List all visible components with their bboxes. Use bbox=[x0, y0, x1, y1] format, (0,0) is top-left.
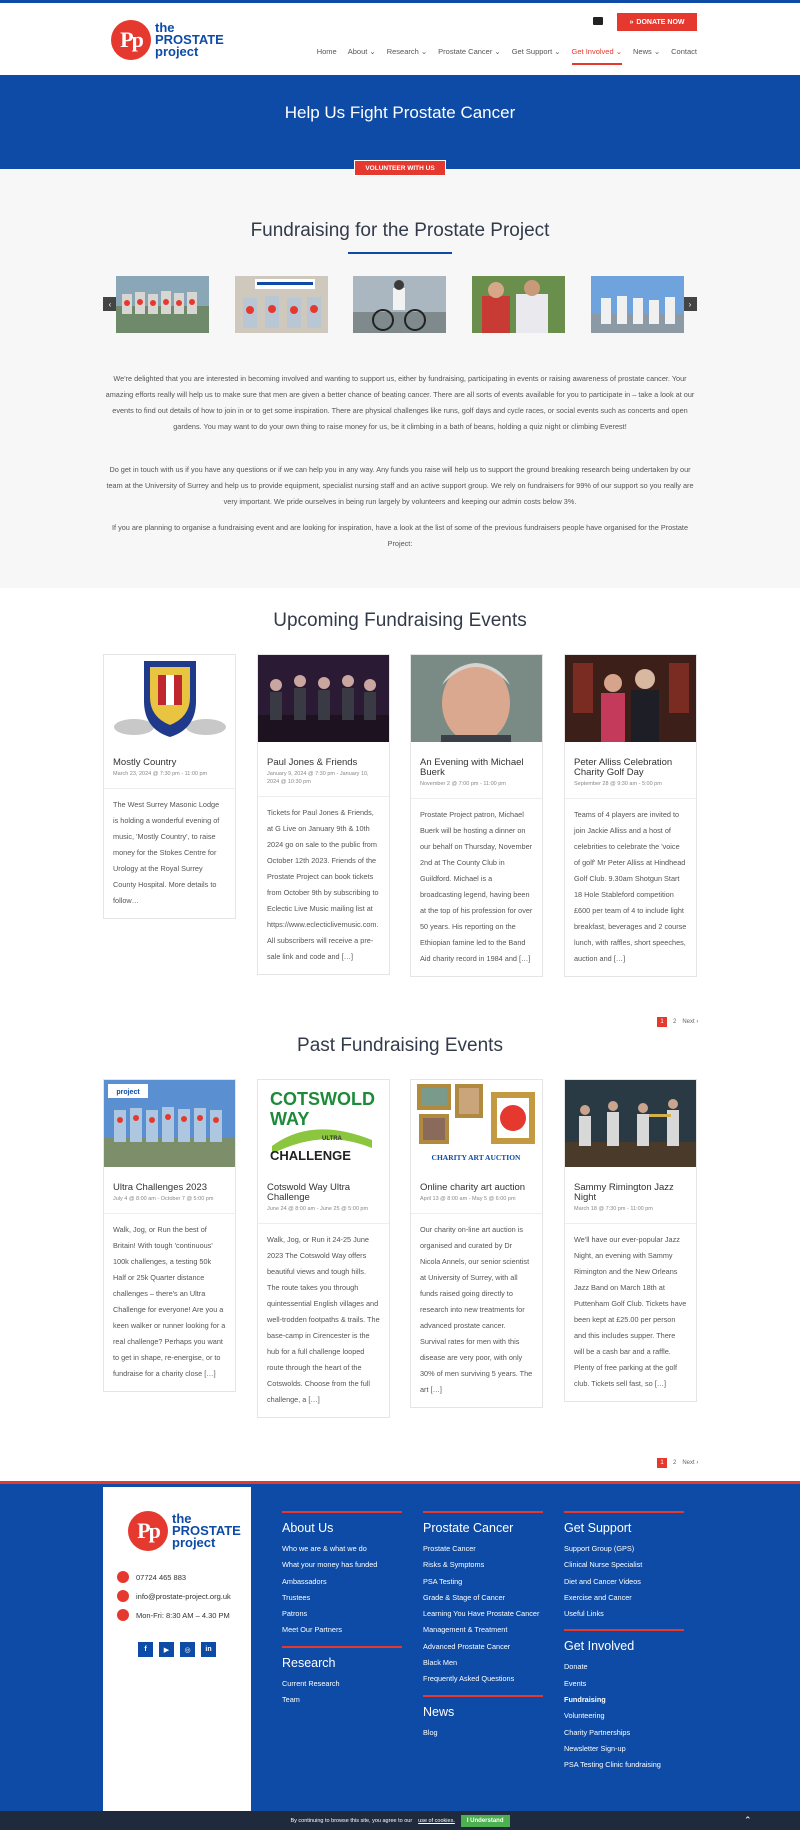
footer-link[interactable]: Patrons bbox=[282, 1609, 308, 1619]
footer-link[interactable]: What your money has funded bbox=[282, 1560, 378, 1570]
footer-link[interactable]: Team bbox=[282, 1695, 300, 1705]
footer-link[interactable]: Clinical Nurse Specialist bbox=[564, 1560, 643, 1570]
footer-link[interactable]: Advanced Prostate Cancer bbox=[423, 1641, 511, 1651]
site-header bbox=[0, 3, 800, 75]
event-date: April 13 @ 8:00 am - May 5 @ 6:00 pm bbox=[420, 1196, 516, 1202]
footer-col-about bbox=[282, 1511, 402, 1708]
clock-icon bbox=[117, 1609, 129, 1621]
footer-link[interactable]: Management & Treatment bbox=[423, 1625, 508, 1635]
donate-now-button[interactable]: » DONATE NOW bbox=[617, 13, 697, 31]
past-events-title: Past Fundraising Events bbox=[297, 1035, 503, 1056]
event-card[interactable] bbox=[257, 1079, 390, 1418]
event-excerpt: Teams of 4 players are invited to join Jackie Alliss and a host of celebrities to celebrate the 'voice of golf' Mr Peter Alliss at Hindhead Golf Club. 9.30am Shotgun Start 18 Hole Stableford competition £600 per team of 4 to include light breakfast, beverages and 2 course lunch, with raffles, short speeches, auction and […] bbox=[574, 810, 687, 963]
col-accent bbox=[282, 1646, 402, 1648]
event-excerpt: The West Surrey Masonic Lodge is holding a wonderful evening of music, 'Mostly Country', to raise money for the Stokes Centre for Urology at the Royal Surrey County Hospital. More details to follow… bbox=[113, 800, 220, 905]
event-excerpt: Tickets for Paul Jones & Friends, at G Live on January 9th & 10th 2024 go on sale to the public from October 12th 2023. Friends of the Prostate Project can book tickets from October 9th by subscribing to Eclectic Live Music mailing list at https://www.eclecticlivemusic.com. All subscribers will receive a pre-sale link and code and […] bbox=[267, 808, 379, 961]
auction-banner-text: CHARITY ART AUCTION bbox=[431, 1153, 521, 1162]
event-card[interactable] bbox=[103, 654, 236, 919]
footer-contact-panel bbox=[103, 1487, 251, 1811]
event-date: March 18 @ 7:30 pm - 11:00 pm bbox=[574, 1206, 653, 1212]
event-image bbox=[104, 655, 235, 742]
logo-line-3: project bbox=[172, 1535, 216, 1550]
event-title[interactable]: Mostly Country bbox=[113, 757, 177, 768]
carousel-image-1[interactable] bbox=[116, 276, 209, 333]
logo-text-4: CHALLENGE bbox=[270, 1148, 351, 1163]
footer-link[interactable]: Newsletter Sign-up bbox=[564, 1743, 626, 1753]
nav-research[interactable]: Research ⌄ bbox=[386, 47, 428, 56]
footer-heading-prostate[interactable]: Prostate Cancer bbox=[423, 1521, 514, 1535]
logo-line-2: PROSTATE bbox=[172, 1523, 241, 1538]
instagram-icon[interactable]: ◎ bbox=[180, 1642, 195, 1657]
logo-line-1: the bbox=[155, 20, 175, 35]
footer-link[interactable]: Volunteering bbox=[564, 1711, 605, 1721]
mail-icon[interactable] bbox=[593, 17, 603, 25]
footer-heading-research[interactable]: Research bbox=[282, 1655, 336, 1670]
carousel-image-3[interactable] bbox=[353, 276, 446, 333]
event-excerpt: We'll have our ever-popular Jazz Night, an evening with Sammy Rimington and the New Orleans Jazz Band on March 18th at Puttenham Golf Club. Tickets have been kept at £25.00 per person and this includes supper. There will be a cash bar and a raffle. Plenty of free parking at the golf club. Tickets sell fast, so […] bbox=[574, 1235, 687, 1388]
footer-email[interactable] bbox=[117, 1590, 231, 1602]
col-accent bbox=[423, 1511, 543, 1513]
cookie-text: By continuing to browse this site, you agree to our bbox=[290, 1817, 413, 1824]
cookie-bar bbox=[0, 1811, 800, 1830]
footer-link[interactable]: Donate bbox=[564, 1662, 588, 1672]
footer-link[interactable]: Frequently Asked Questions bbox=[423, 1674, 515, 1684]
upcoming-pagination bbox=[657, 1017, 698, 1027]
footer-link[interactable]: Events bbox=[564, 1678, 587, 1688]
event-title[interactable]: Paul Jones & Friends bbox=[267, 757, 358, 768]
footer-link[interactable]: Ambassadors bbox=[282, 1576, 327, 1586]
event-date: January 9, 2024 @ 7:30 pm - January 10, 2024 @ 10:30 pm bbox=[267, 771, 369, 785]
event-image bbox=[565, 1080, 696, 1167]
footer-link[interactable]: Current Research bbox=[282, 1678, 340, 1688]
event-card[interactable] bbox=[257, 654, 390, 975]
footer-link[interactable]: Exercise and Cancer bbox=[564, 1592, 632, 1602]
col-accent bbox=[282, 1511, 402, 1513]
logo-text-1: COTSWOLD bbox=[270, 1089, 375, 1109]
nav-get-support[interactable]: Get Support ⌄ bbox=[511, 47, 561, 56]
page-2-button[interactable]: 2 bbox=[673, 1019, 677, 1025]
logo-wordmark bbox=[155, 22, 224, 58]
next-page-button[interactable]: Next › bbox=[682, 1019, 699, 1025]
event-date: September 28 @ 9:30 am - 5:00 pm bbox=[574, 781, 662, 787]
fundraising-title: Fundraising for the Prostate Project bbox=[250, 220, 550, 241]
event-excerpt: Walk, Jog, or Run the best of Britain! With tough 'continuous' 100k challenges, a testing 50k Half or 25k Quarter distance challenges – there's an Ultra Challenge for everyone! Are you a keen walker or runner looking for a real challenge? Perhaps you want to get in shape, re-energise, or to fundraise for a charity close […] bbox=[113, 1225, 226, 1378]
logo-line-2: PROSTATE bbox=[155, 32, 224, 47]
logo-text-2: WAY bbox=[270, 1109, 310, 1129]
event-date: June 24 @ 8:00 am - June 25 @ 5:00 pm bbox=[267, 1206, 369, 1212]
footer-link[interactable]: Prostate Cancer bbox=[423, 1544, 476, 1553]
footer-heading-involved[interactable]: Get Involved bbox=[564, 1639, 635, 1654]
cookie-policy-link[interactable]: use of cookies. bbox=[418, 1817, 455, 1824]
footer-logo[interactable] bbox=[128, 1511, 241, 1551]
site-logo[interactable] bbox=[111, 20, 224, 60]
title-underline bbox=[348, 252, 452, 254]
site-footer bbox=[0, 1481, 800, 1811]
intro-paragraph-2: Do get in touch with us if you have any questions or if we can help you in any way. Any funds you raise will help us to support the ground breaking research being undertaken by our team at the University of Surrey and help us to provide equipment, specialist nursing staff and an active support group. We rely on fundraisers for 99% of our support so you really are very important. We pride ourselves in being run largely by volunteers and keeping our admin costs below 3%. bbox=[106, 465, 694, 506]
event-image bbox=[104, 1080, 235, 1167]
footer-link[interactable]: Useful Links bbox=[564, 1609, 604, 1619]
page-1-button[interactable]: 1 bbox=[657, 1458, 667, 1468]
hero-banner bbox=[0, 75, 800, 169]
event-card[interactable] bbox=[410, 654, 543, 977]
upcoming-events-title: Upcoming Fundraising Events bbox=[273, 610, 527, 631]
carousel-next-button[interactable]: › bbox=[683, 297, 697, 311]
event-date: November 2 @ 7:00 pm - 11:00 pm bbox=[420, 781, 506, 787]
carousel-image-2[interactable] bbox=[235, 276, 328, 333]
logo-text-3: ULTRA bbox=[322, 1136, 342, 1142]
event-image bbox=[565, 655, 696, 742]
event-excerpt: Prostate Project patron, Michael Buerk will be hosting a dinner on our behalf on Thursday, November 2nd at The County Club in Guildford. Michael is a broadcasting legend, having been at the top of his profession for over 50 years. His reporting on the Ethiopian famine led to the Band Aid charity record in 1984 and […] bbox=[420, 810, 533, 963]
volunteer-button[interactable]: VOLUNTEER WITH US bbox=[354, 160, 446, 176]
nav-news[interactable]: News ⌄ bbox=[633, 47, 661, 56]
event-date: March 23, 2024 @ 7:30 pm - 11:00 pm bbox=[113, 771, 208, 777]
footer-link[interactable]: Blog bbox=[423, 1727, 438, 1737]
event-title[interactable]: Cotswold Way Ultra Challenge bbox=[267, 1182, 351, 1203]
footer-col-support bbox=[564, 1511, 684, 1774]
footer-link[interactable]: Risks & Symptoms bbox=[423, 1560, 485, 1570]
event-card[interactable] bbox=[564, 654, 697, 977]
footer-link[interactable]: Support Group (GPS) bbox=[564, 1544, 635, 1553]
event-card[interactable] bbox=[103, 1079, 236, 1392]
nav-about[interactable]: About ⌄ bbox=[347, 47, 376, 56]
footer-heading-news[interactable]: News bbox=[423, 1704, 455, 1719]
opening-hours: Mon-Fri: 8:30 AM – 4.30 PM bbox=[136, 1610, 230, 1620]
footer-link-active[interactable]: Fundraising bbox=[564, 1695, 606, 1705]
footer-link[interactable]: PSA Testing bbox=[423, 1576, 463, 1586]
sign-text: project bbox=[116, 1089, 140, 1096]
cookie-accept-button[interactable]: I Understand bbox=[461, 1815, 510, 1827]
logo-line-3: project bbox=[155, 44, 199, 59]
event-title[interactable]: Peter Alliss Celebration Charity Golf Day bbox=[574, 757, 673, 778]
card-divider bbox=[411, 798, 542, 799]
card-divider bbox=[565, 1223, 696, 1224]
col-accent bbox=[564, 1629, 684, 1631]
logo-mark: Pp bbox=[128, 1511, 168, 1551]
page-1-button[interactable]: 1 bbox=[657, 1017, 667, 1027]
email-icon bbox=[117, 1590, 129, 1602]
logo-wordmark bbox=[172, 1513, 241, 1549]
hero-title: Help Us Fight Prostate Cancer bbox=[284, 103, 516, 122]
event-image bbox=[258, 655, 389, 742]
footer-link[interactable]: Black Men bbox=[423, 1658, 458, 1668]
event-title[interactable]: Ultra Challenges 2023 bbox=[113, 1182, 208, 1193]
linkedin-icon[interactable]: in bbox=[201, 1642, 216, 1657]
event-card[interactable] bbox=[410, 1079, 543, 1408]
nav-contact[interactable]: Contact bbox=[671, 47, 697, 56]
nav-prostate-cancer[interactable]: Prostate Cancer ⌄ bbox=[438, 47, 501, 56]
footer-link[interactable]: Meet Our Partners bbox=[282, 1625, 343, 1635]
event-title[interactable]: Online charity art auction bbox=[420, 1182, 526, 1193]
event-excerpt: Walk, Jog, or Run it 24-25 June 2023 The Cotswold Way offers beautiful views and tough hills. The route takes you through quintessential English villages and well-trodden footpaths & trails. The base-camp in Cirencester is the hub for a full challenge looped route through the heart of the Cotswolds. Choose from the full challenge, a […] bbox=[267, 1235, 380, 1404]
event-image bbox=[258, 1080, 389, 1167]
intro-paragraph-3: If you are planning to organise a fundraising event and are looking for inspiration, have a look at the list of some of the previous fundraisers people have organised for the Prostate Project: bbox=[112, 523, 688, 548]
card-divider bbox=[565, 798, 696, 799]
carousel-image-5[interactable] bbox=[591, 276, 684, 333]
logo-mark: Pp bbox=[111, 20, 151, 60]
footer-link[interactable]: Trustees bbox=[282, 1592, 311, 1602]
footer-heading-about[interactable]: About Us bbox=[282, 1521, 334, 1535]
main-nav bbox=[317, 47, 697, 65]
footer-link[interactable]: Grade & Stage of Cancer bbox=[423, 1592, 505, 1602]
carousel-image-4[interactable] bbox=[472, 276, 565, 333]
card-divider bbox=[104, 1213, 235, 1214]
footer-col-prostate bbox=[423, 1511, 543, 1741]
footer-link[interactable]: Diet and Cancer Videos bbox=[564, 1576, 641, 1586]
carousel-prev-button[interactable]: ‹ bbox=[103, 297, 117, 311]
nav-home[interactable]: Home bbox=[316, 47, 337, 56]
col-accent bbox=[423, 1695, 543, 1697]
logo-line-1: the bbox=[172, 1511, 192, 1526]
footer-heading-support[interactable]: Get Support bbox=[564, 1521, 632, 1535]
card-divider bbox=[258, 796, 389, 797]
youtube-icon[interactable]: ▶ bbox=[159, 1642, 174, 1657]
event-image bbox=[411, 655, 542, 742]
event-card[interactable] bbox=[564, 1079, 697, 1402]
email-address: info@prostate-project.org.uk bbox=[136, 1591, 231, 1601]
footer-hours bbox=[117, 1609, 230, 1621]
next-page-button[interactable]: Next › bbox=[682, 1460, 699, 1466]
card-divider bbox=[258, 1223, 389, 1224]
phone-icon bbox=[117, 1571, 129, 1583]
event-image bbox=[411, 1080, 542, 1167]
event-title[interactable]: Sammy Rimington Jazz Night bbox=[574, 1182, 674, 1203]
footer-phone[interactable] bbox=[117, 1571, 186, 1583]
donate-label: DONATE NOW bbox=[636, 18, 685, 26]
event-date: July 4 @ 8:00 am - October 7 @ 5:00 pm bbox=[113, 1196, 214, 1202]
page-2-button[interactable]: 2 bbox=[673, 1460, 677, 1466]
twitter-icon[interactable]: f bbox=[138, 1642, 153, 1657]
card-divider bbox=[104, 788, 235, 789]
footer-link[interactable]: Who we are & what we do bbox=[282, 1544, 367, 1553]
intro-paragraph-1: We're delighted that you are interested in becoming involved and wanting to support us, either by fundraising, participating in events or raising awareness of prostate cancer. Your amazing efforts really will help us to make sure that men are given a better chance of beating cancer. There are all sorts of events available for you to participate in – take a look at our events to find out details of how to join in or to get some inspiration. There are physical challenges like runs, golf days and cycle races, or social events such as concerts and open gardens. You may want to do your own thing to raise money for us, be it climbing in a bath of beans, holding a quiz night or climbing Everest! bbox=[105, 374, 695, 431]
footer-link[interactable]: Learning You Have Prostate Cancer bbox=[423, 1609, 540, 1619]
past-pagination bbox=[657, 1458, 698, 1468]
scroll-top-icon[interactable]: ⌃ bbox=[744, 1815, 752, 1825]
col-accent bbox=[564, 1511, 684, 1513]
phone-number: 07724 465 883 bbox=[136, 1572, 187, 1582]
footer-link[interactable]: Charity Partnerships bbox=[564, 1727, 631, 1737]
nav-get-involved[interactable]: Get Involved ⌄ bbox=[572, 47, 622, 65]
event-title[interactable]: An Evening with Michael Buerk bbox=[420, 757, 524, 778]
card-divider bbox=[411, 1213, 542, 1214]
footer-link[interactable]: PSA Testing Clinic fundraising bbox=[564, 1760, 661, 1770]
event-excerpt: Our charity on-line art auction is organised and curated by Dr Nicola Annels, our senior scientist at University of Surrey, with all funds raised going directly to research into new treatments for advanced prostate cancer. Survival rates for men with this disease are very poor, with only 30% of men surviving 5 years. The art […] bbox=[420, 1225, 533, 1394]
